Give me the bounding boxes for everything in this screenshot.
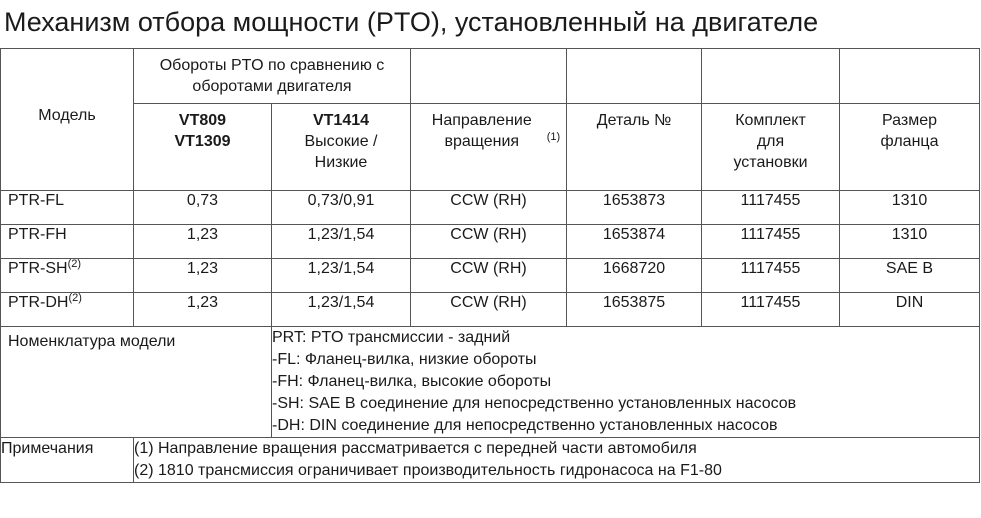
table-row — [1, 191, 980, 225]
model-text: PTR-SH — [8, 260, 68, 277]
cell-vt1414: 1,23/1,54 — [272, 225, 411, 259]
header-high-label: Высокие / — [304, 133, 378, 150]
cell-part: 1668720 — [567, 259, 702, 293]
cell-part: 1653873 — [567, 191, 702, 225]
header-blank-2 — [567, 49, 702, 104]
header-vt809-label: VT809 — [178, 112, 227, 129]
header-vt1414-label: VT1414 — [312, 112, 370, 129]
header-row-1 — [1, 49, 980, 104]
nomenclature-line: PRT: PTO трансмиссии - задний — [272, 329, 511, 346]
table-row — [1, 259, 980, 293]
header-model-label: Модель — [38, 107, 96, 124]
notes-line: (2) 1810 трансмиссия ограничивает производительность гидронасоса на F1-80 — [134, 462, 722, 479]
cell-part: 1653874 — [567, 225, 702, 259]
nomenclature-line: -FL: Фланец-вилка, низкие обороты — [272, 351, 537, 368]
notes-row — [1, 438, 980, 483]
cell-vt1414: 0,73/0,91 — [272, 191, 411, 225]
cell-kit: 1117455 — [702, 191, 840, 225]
header-direction-label: Направление вращения — [431, 112, 532, 150]
page-title: Механизм отбора мощности (PTO), установленный на двигателе — [4, 7, 819, 37]
header-row-2 — [1, 104, 980, 191]
cell-direction: CCW (RH) — [411, 259, 567, 293]
cell-part: 1653875 — [567, 293, 702, 327]
header-part-label: Деталь № — [596, 112, 672, 129]
model-text: PTR-FH — [8, 226, 67, 243]
cell-kit: 1117455 — [702, 259, 840, 293]
header-rpm-group — [134, 49, 411, 104]
header-flange-label: Размер фланца — [880, 112, 939, 150]
header-rpm-group-label: Обороты PTO по сравнению с оборотами двигателя — [159, 57, 385, 95]
cell-kit: 1117455 — [702, 293, 840, 327]
cell-vt809: 1,23 — [134, 225, 272, 259]
header-vt1309-label: VT1309 — [174, 133, 231, 150]
nomenclature-label: Номенклатура модели — [1, 327, 272, 438]
cell-model — [1, 259, 134, 293]
header-part — [567, 104, 702, 191]
nomenclature-line: -DH: DIN соединение для непосредственно установленных насосов — [272, 417, 778, 434]
cell-vt809: 0,73 — [134, 191, 272, 225]
cell-flange: 1310 — [840, 225, 980, 259]
header-vt1414 — [272, 104, 411, 191]
header-direction — [411, 104, 567, 191]
header-vt809 — [134, 104, 272, 191]
nomenclature-line: -SH: SAE B соединение для непосредственно установленных насосов — [272, 395, 797, 412]
header-blank-3 — [702, 49, 840, 104]
header-blank-4 — [840, 49, 980, 104]
cell-direction: CCW (RH) — [411, 191, 567, 225]
model-sup: (2) — [68, 292, 82, 304]
pto-table — [0, 48, 980, 483]
cell-direction: CCW (RH) — [411, 225, 567, 259]
nomenclature-text — [272, 327, 980, 438]
model-sup: (2) — [67, 258, 82, 270]
cell-flange: 1310 — [840, 191, 980, 225]
cell-vt809: 1,23 — [134, 293, 272, 327]
model-text: PTR-DH — [8, 294, 69, 311]
nomenclature-line: -FH: Фланец-вилка, высокие обороты — [272, 373, 552, 390]
header-low-label: Низкие — [314, 154, 368, 171]
header-kit-label: Комплект для установки — [733, 112, 808, 171]
cell-flange: SAE B — [840, 259, 980, 293]
cell-vt809: 1,23 — [134, 259, 272, 293]
header-kit — [702, 104, 840, 191]
cell-flange: DIN — [840, 293, 980, 327]
table-row — [1, 225, 980, 259]
table-row — [1, 293, 980, 327]
cell-kit: 1117455 — [702, 225, 840, 259]
header-flange — [840, 104, 980, 191]
cell-model — [1, 225, 134, 259]
notes-label: Примечания — [1, 438, 134, 483]
nomenclature-row — [1, 327, 980, 438]
header-blank-1 — [411, 49, 567, 104]
cell-direction: CCW (RH) — [411, 293, 567, 327]
model-text: PTR-FL — [8, 192, 64, 209]
cell-model — [1, 191, 134, 225]
header-direction-sup: (1) — [546, 131, 561, 143]
notes-line: (1) Направление вращения рассматривается с передней части автомобиля — [134, 440, 697, 457]
cell-vt1414: 1,23/1,54 — [272, 259, 411, 293]
header-model — [1, 49, 134, 191]
cell-vt1414: 1,23/1,54 — [272, 293, 411, 327]
notes-text — [134, 438, 980, 483]
cell-model — [1, 293, 134, 327]
